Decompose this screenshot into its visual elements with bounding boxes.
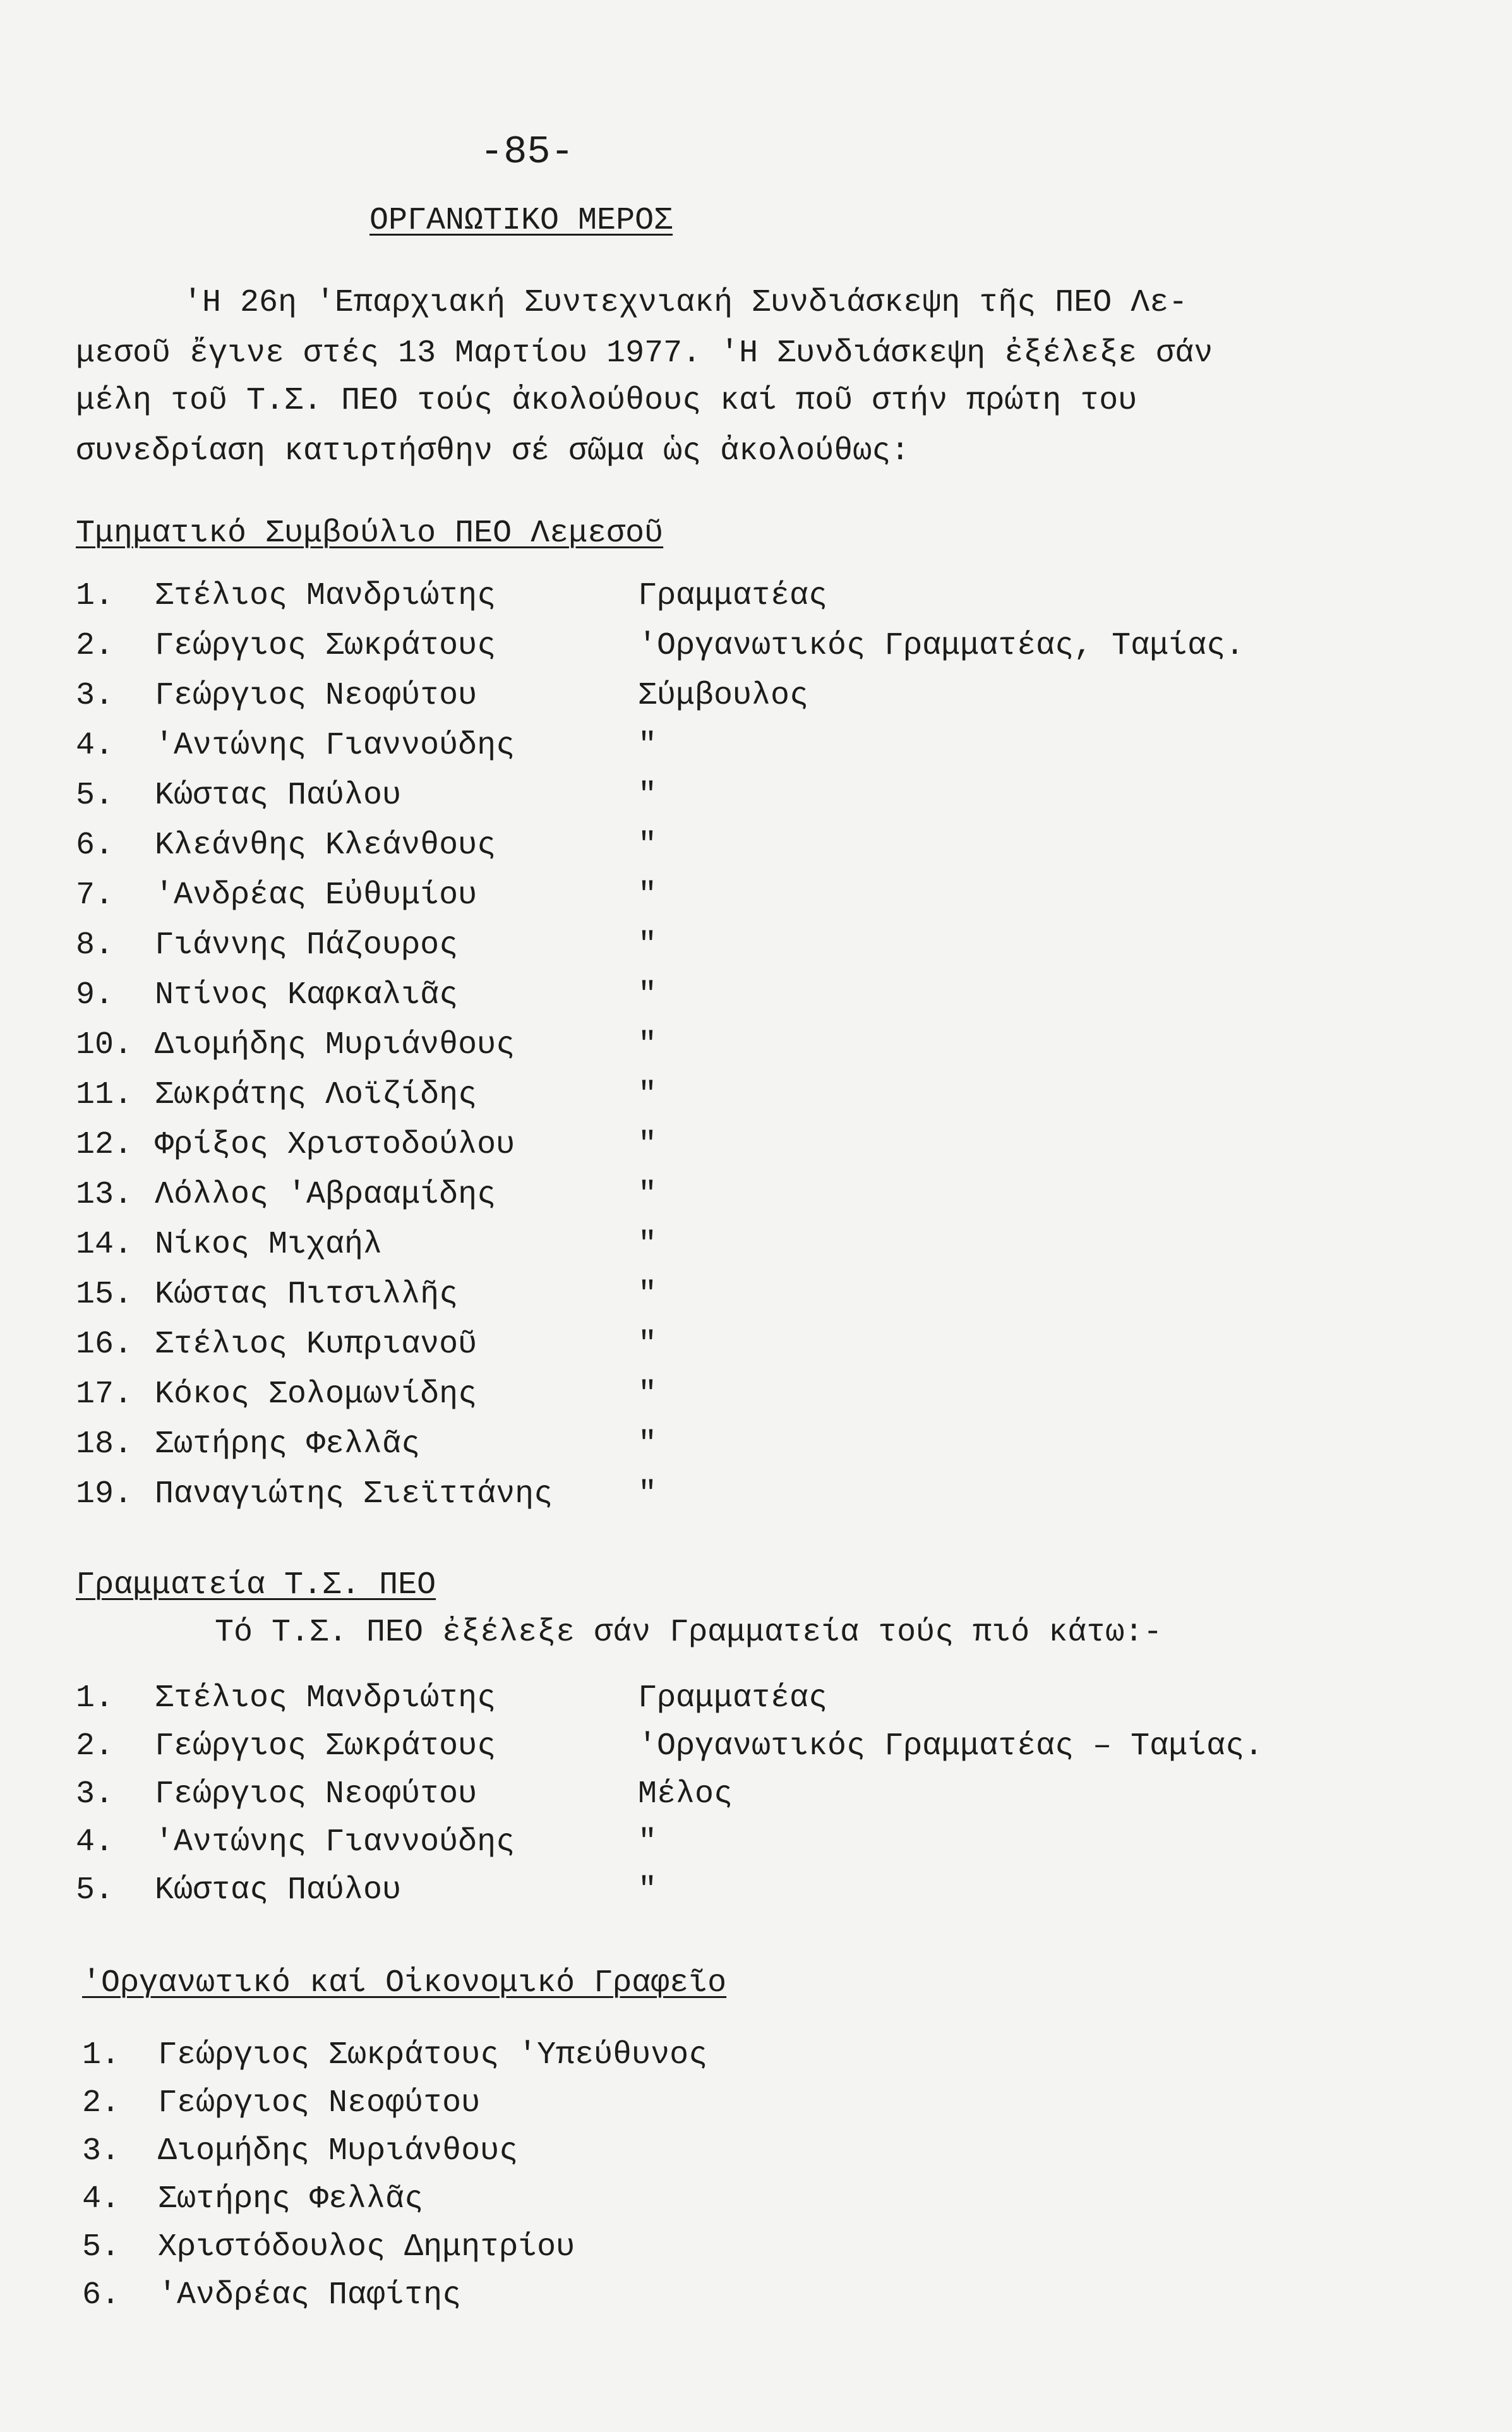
member-role: Γραμματέας [638, 578, 828, 614]
member-role: 'Οργανωτικός Γραμματέας – Ταμίας. [638, 1728, 1264, 1764]
item-number: 12. [76, 1127, 133, 1163]
member-name: 'Αντώνης Γιαννούδης [155, 1824, 515, 1860]
item-number: 14. [76, 1227, 133, 1263]
member-name: Σωκράτης Λοϊζίδης [155, 1077, 477, 1113]
office-heading: 'Οργανωτικό καί Οἰκονομικό Γραφεῖο [82, 1965, 727, 2001]
member-name: Στέλιος Μανδριώτης [155, 578, 496, 614]
item-number: 18. [76, 1426, 133, 1462]
intro-line: συνεδρίαση κατιρτήσθην σέ σῶμα ὡς ἀκολούθως: [76, 433, 910, 469]
member-role: Μέλος [638, 1776, 733, 1812]
secretariat-heading: Γραμματεία Τ.Σ. ΠΕΟ [76, 1567, 436, 1603]
item-number: 4. [76, 728, 114, 764]
item-number: 9. [76, 977, 114, 1013]
intro-line: μεσοῦ ἔγινε στές 13 Μαρτίου 1977. 'Η Συνδιάσκεψη ἐξέλεξε σάν [76, 335, 1213, 371]
member-role: " [638, 778, 657, 814]
member-name: Γεώργιος Σωκράτους 'Υπεύθυνος [158, 2037, 708, 2073]
member-name: Γεώργιος Σωκράτους [155, 1728, 496, 1764]
member-name: Φρίξος Χριστοδούλου [155, 1127, 515, 1163]
member-role: " [638, 1077, 657, 1113]
member-name: Κώστας Παύλου [155, 1872, 402, 1908]
item-number: 6. [76, 828, 114, 864]
member-name: Γεώργιος Νεοφύτου [155, 1776, 477, 1812]
member-name: Κόκος Σολομωνίδης [155, 1376, 477, 1412]
member-role: " [638, 1277, 657, 1313]
member-name: 'Ανδρέας Παφίτης [158, 2277, 462, 2313]
item-number: 11. [76, 1077, 133, 1113]
member-role: Γραμματέας [638, 1680, 828, 1716]
member-role: " [638, 1027, 657, 1063]
member-role: 'Οργανωτικός Γραμματέας, Ταμίας. [638, 628, 1245, 664]
item-number: 4. [82, 2181, 121, 2217]
member-role: " [638, 1476, 657, 1512]
member-name: Στέλιος Μανδριώτης [155, 1680, 496, 1716]
item-number: 5. [76, 778, 114, 814]
secretariat-intro: Τό Τ.Σ. ΠΕΟ ἐξέλεξε σάν Γραμματεία τούς πιό κάτω:- [215, 1615, 1163, 1651]
item-number: 4. [76, 1824, 114, 1860]
item-number: 10. [76, 1027, 133, 1063]
member-name: Γεώργιος Νεοφύτου [155, 678, 477, 714]
member-role: Σύμβουλος [638, 678, 809, 714]
member-name: Κώστας Πιτσιλλῆς [155, 1277, 459, 1313]
member-name: Διομήδης Μυριάνθους [155, 1027, 515, 1063]
item-number: 3. [76, 678, 114, 714]
item-number: 2. [76, 628, 114, 664]
member-name: Γεώργιος Σωκράτους [155, 628, 496, 664]
intro-line: 'Η 26η 'Επαρχιακή Συντεχνιακή Συνδιάσκεψη τῆς ΠΕΟ Λε- [183, 285, 1188, 321]
member-name: 'Ανδρέας Εὐθυμίου [155, 877, 477, 913]
section-title: ΟΡΓΑΝΩΤΙΚΟ ΜΕΡΟΣ [369, 203, 673, 239]
member-name: Παναγιώτης Σιεϊττάνης [155, 1476, 553, 1512]
member-name: Κλεάνθης Κλεάνθους [155, 828, 496, 864]
member-name: Σωτήρης Φελλᾶς [158, 2181, 424, 2217]
item-number: 8. [76, 927, 114, 963]
item-number: 19. [76, 1476, 133, 1512]
member-name: Στέλιος Κυπριανοῦ [155, 1327, 477, 1363]
member-role: " [638, 728, 657, 764]
member-role: " [638, 1426, 657, 1462]
council-heading: Τμηματικό Συμβούλιο ΠΕΟ Λεμεσοῦ [76, 515, 664, 551]
item-number: 5. [76, 1872, 114, 1908]
page-number: -85- [480, 129, 574, 174]
member-role: " [638, 1872, 657, 1908]
item-number: 17. [76, 1376, 133, 1412]
item-number: 1. [76, 1680, 114, 1716]
member-name: 'Αντώνης Γιαννούδης [155, 728, 515, 764]
item-number: 3. [82, 2133, 121, 2169]
member-role: " [638, 1824, 657, 1860]
item-number: 1. [82, 2037, 121, 2073]
item-number: 13. [76, 1177, 133, 1213]
item-number: 1. [76, 578, 114, 614]
intro-line: μέλη τοῦ Τ.Σ. ΠΕΟ τούς ἀκολούθους καί ποῦ στήν πρώτη του [76, 383, 1137, 419]
member-role: " [638, 977, 657, 1013]
item-number: 6. [82, 2277, 121, 2313]
member-name: Γεώργιος Νεοφύτου [158, 2085, 481, 2121]
member-role: " [638, 877, 657, 913]
member-name: Διομήδης Μυριάνθους [158, 2133, 519, 2169]
member-name: Κώστας Παύλου [155, 778, 402, 814]
member-name: Σωτήρης Φελλᾶς [155, 1426, 421, 1462]
member-role: " [638, 1127, 657, 1163]
member-name: Γιάννης Πάζουρος [155, 927, 459, 963]
member-role: " [638, 828, 657, 864]
item-number: 7. [76, 877, 114, 913]
item-number: 16. [76, 1327, 133, 1363]
member-role: " [638, 927, 657, 963]
item-number: 2. [82, 2085, 121, 2121]
member-role: " [638, 1327, 657, 1363]
member-name: Λόλλος 'Αβρααμίδης [155, 1177, 496, 1213]
item-number: 3. [76, 1776, 114, 1812]
member-name: Χριστόδουλος Δημητρίου [158, 2229, 575, 2265]
member-role: " [638, 1227, 657, 1263]
item-number: 2. [76, 1728, 114, 1764]
member-role: " [638, 1376, 657, 1412]
item-number: 15. [76, 1277, 133, 1313]
member-name: Νίκος Μιχαήλ [155, 1227, 383, 1263]
item-number: 5. [82, 2229, 121, 2265]
member-role: " [638, 1177, 657, 1213]
member-name: Ντίνος Καφκαλιᾶς [155, 977, 459, 1013]
